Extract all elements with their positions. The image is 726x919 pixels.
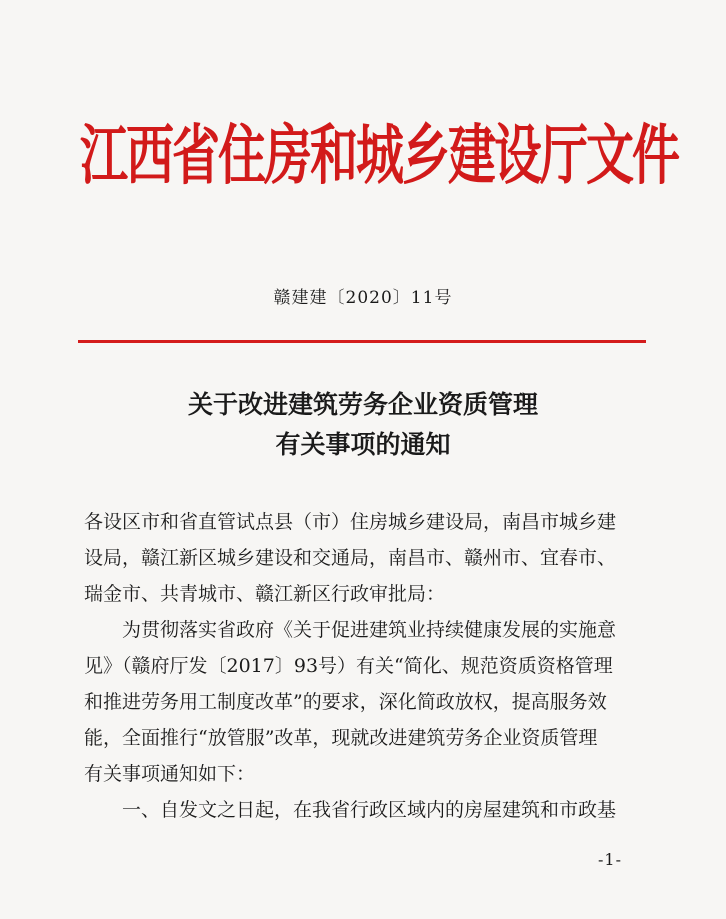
body-line: 各设区市和省直管试点县（市）住房城乡建设局，南昌市城乡建 xyxy=(84,511,617,533)
document-title xyxy=(0,385,726,465)
body-line: 能，全面推行“放管服”改革，现就改进建筑劳务企业资质管理 xyxy=(84,727,598,749)
body-line: 见》（赣府厅发〔2017〕93号）有关“简化、规范资质资格管理 xyxy=(84,655,613,677)
body-line: 一、自发文之日起，在我省行政区域内的房屋建筑和市政基 xyxy=(122,799,617,821)
body-line: 设局，赣江新区城乡建设和交通局，南昌市、赣州市、宜春市、 xyxy=(84,547,617,569)
title-line-2: 有关事项的通知 xyxy=(275,430,451,459)
title-line-1: 关于改进建筑劳务企业资质管理 xyxy=(187,390,538,419)
body-line: 为贯彻落实省政府《关于促进建筑业持续健康发展的实施意 xyxy=(122,619,617,641)
issuer-masthead: 江西省住房和城乡建设厅文件 xyxy=(80,118,679,194)
document-number: 赣建建〔2020〕11号 xyxy=(273,288,453,308)
body-line: 和推进劳务用工制度改革”的要求，深化简政放权，提高服务效 xyxy=(84,691,607,713)
red-divider-line xyxy=(78,340,646,343)
document-body xyxy=(84,504,650,828)
page-number: -1- xyxy=(598,850,622,869)
body-line: 有关事项通知如下： xyxy=(84,763,256,785)
body-line: 瑞金市、共青城市、赣江新区行政审批局： xyxy=(84,583,446,605)
